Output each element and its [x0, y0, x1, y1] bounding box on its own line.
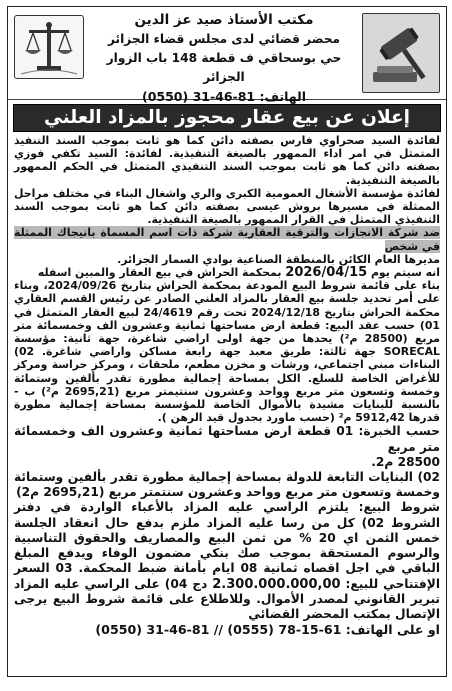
conditions-1: شروط البيع: يلتزم الراسي عليه المزاد بالأعباء الواردة في دفتر الشروط 02) كل من رسا عليه المزاد ملزم بدفع حال انعقاد الجلسة خمس الثمن اي 20 % من ثمن البيع والمصاريف والحقوق التناسبية والرسوم المستحقة بموجب صك بنكي مضمون الوفاء ويدفع المبلغ الباقي في اجل اقصاه ثمانية 08 ايام بأمانة ضبط المحكمة. 03 السعر الإفتتاحي للبيع: — [14, 500, 441, 591]
contact-label: او على الهاتف: — [341, 622, 440, 638]
expert-paragraph-2: 02) البنايات التابعة للدولة بمساحة إجمالية مطورة تقدر بألفين وستمائة وخمسة وتسعون متر مربع وواحد وعشرون سنتمتر مربع (2695,21 م2) — [14, 470, 440, 500]
office-phone-number: (0550) 31-46-81 — [142, 89, 256, 104]
sale-intro-b: بمحكمة الحراش في بيع العقار والمبين اسفله — [37, 266, 286, 280]
office-block — [88, 11, 360, 106]
sale-date: 2026/04/15 — [285, 265, 368, 281]
office-role: محضر قضائي لدى مجلس قضاء الجزائر — [107, 32, 341, 46]
against-line — [14, 226, 440, 252]
office-name: مكتب الأستاذ صيد عز الدين — [134, 12, 314, 28]
announcement-page — [7, 6, 447, 677]
debtor-address: مديرها العام الكائن بالمنطقة الصناعية بوادي السمار الجزائر. — [117, 252, 440, 266]
announcement-body — [8, 134, 446, 638]
conditions-paragraph — [14, 500, 440, 622]
header — [8, 7, 446, 104]
scales-icon — [15, 16, 83, 78]
opening-price: 2.300.000.000,00 — [212, 576, 341, 592]
office-phone-line — [88, 87, 360, 106]
announcement-title: إعلان عن بيع عقار محجوز بالمزاد العلني — [13, 104, 441, 132]
gavel-icon — [363, 14, 439, 92]
conditions-2: دج 04) على الراسي عليه المزاد تبرير القانوني لمصدر الأموال. وللاطلاع على قائمة شروط البيع يرجى الإتصال بمكتب المحضر القضائي — [14, 576, 440, 621]
sale-details — [14, 279, 440, 424]
gavel-logo — [362, 13, 440, 93]
office-phone-label: الهاتف: — [255, 89, 306, 104]
against-highlight: ضد شركة الانجازات والترقية العقارية شركة ذات اسم المسماة بانيجاك الممثلة في شخص — [14, 226, 440, 253]
sale-details-2: جهة ثالثة: طريق معبد جهة رابعة مساكن واراضي شاغرة. 02) البناءات مبني اجتماعي، ورشات و مخزن مطعم، ملحقات ، ومركز حراسة ومركز للأغراض الخاصة للسلع. الكل بمساحة إجمالية مطورة تقدر بألفين وستمائة وخمسة وتسعون متر مربع وواحد وعشرون سنتيمتر مربع (2695,21 م²) ب - بالنسبة للبنايات مشيدة بالأموال الخاصة للمؤسسة بمساحة إجمالية مطورة قدرها 5912,42 م² (حسب ماورد بجدول قيد الرهن ). — [14, 345, 441, 425]
sorecal-name: SORECAL — [383, 345, 440, 359]
expert-paragraph-1b: 28500 م2. — [371, 454, 440, 469]
party-paragraph-1: لفائدة السيد صحراوي فارس بصفته دائن كما هو ثابت بموجب السند التنفيذ المتمثل في امر اداء الممهور بالصيغة التنفيذية. لفائدة: السيد تكفي فوزي بصفته دائن كما هو ثابت بموجب السند التنفيذي المتمثل في الحكم الممهور بالصيغة التنفيذية. — [14, 134, 440, 187]
sale-intro-a: انه سيتم يوم — [367, 266, 440, 280]
scales-of-justice-logo — [14, 15, 84, 79]
office-address: حي بوسحاقي ف قطعة 148 باب الزوار الجزائر — [106, 51, 342, 84]
contact-line — [14, 622, 440, 638]
sale-date-line — [14, 266, 440, 279]
party-paragraph-2: لفائدة مؤسسة الأشغال العمومية الكبرى والري واشغال البناء في مختلف مراحل الممثلة في مسيرها بروش عيسى بصفته دائن كما هو ثابت بموجب السند التنفيذي المتمثل في القرار الممهور بالصيغة التنفيذية. — [14, 186, 440, 227]
sale-details-1: بناء على قائمة شروط البيع المودعة بمحكمة الحراش بتاريخ 2024/09/26، وبناء على أمر تحديد جلسة بيع العقار بالمزاد العلني الصادر عن رئيس القسم العقاري محكمة الحراش بتاريخ 2024/12/18 تحت رقم 24/4619 لبيع العقار المتمثل في 01) حسب عقد البيع: قطعة ارض مساحتها ثمانية وعشرون الف وخمسمائة متر مربع (28500 م²) يحدها من جهة اولى اراضي شاغرة، جهة ثانية: مؤسسة — [14, 279, 440, 346]
contact-phones: (0550) 31-46-81 // (0555) 78-15-61 — [95, 622, 342, 638]
expert-paragraph-1: حسب الخبرة: 01 قطعة ارض مساحتها ثمانية وعشرون الف وخمسمائة متر مربع — [14, 424, 440, 454]
